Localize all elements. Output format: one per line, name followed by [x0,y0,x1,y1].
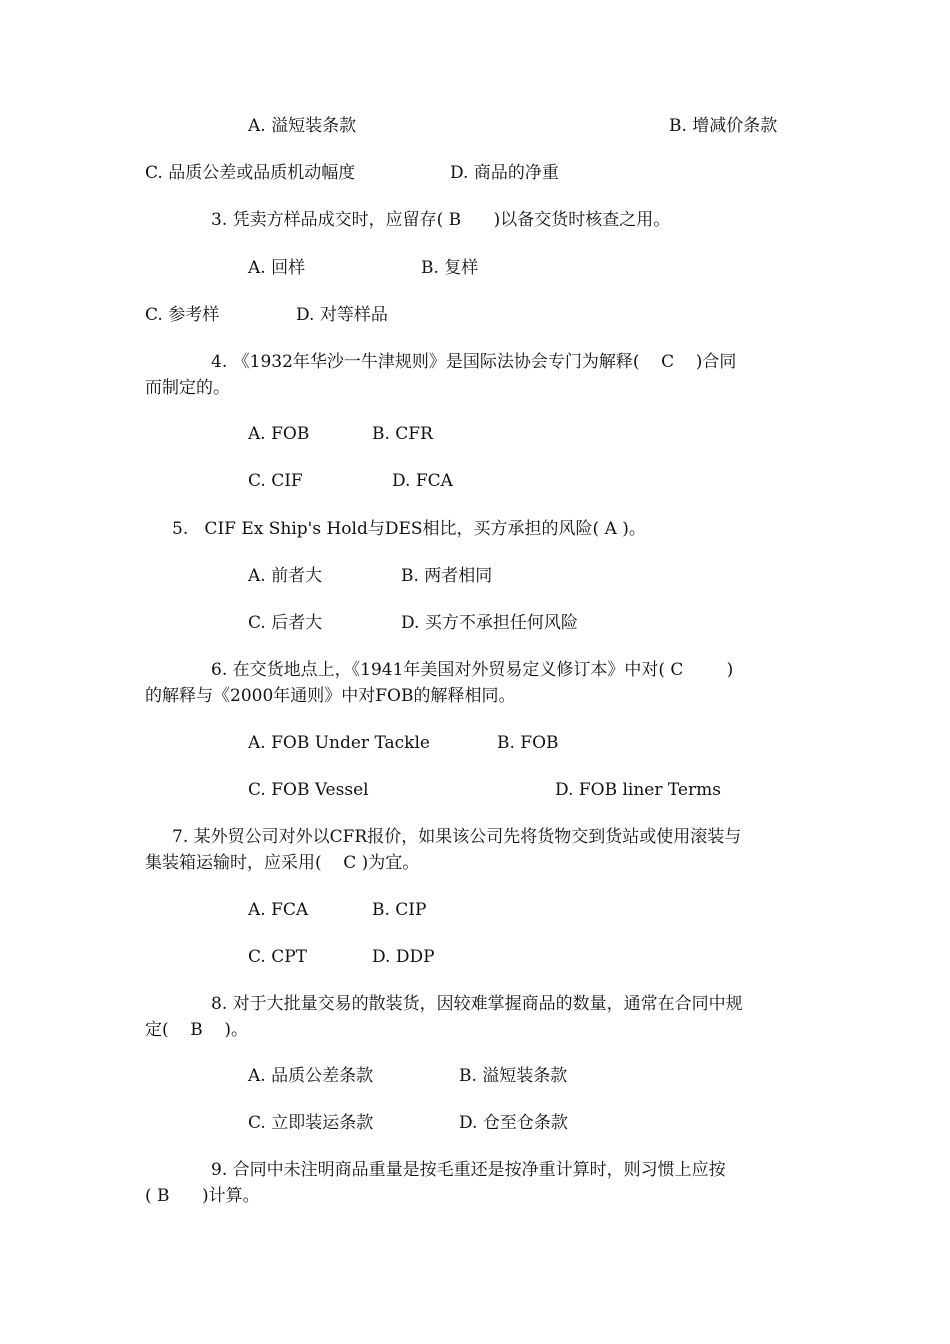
option-d: D. 商品的净重 [450,163,559,183]
option-b: B. 复样 [421,258,479,278]
option-b: B. 两者相同 [401,566,493,586]
question-4-continued: 而制定的。 [145,378,230,398]
question-6-continued: 的解释与《2000年通则》中对FOB的解释相同。 [145,686,516,706]
option-b: B. FOB [497,733,559,753]
option-a: A. 溢短装条款 [248,116,357,136]
option-d: D. 买方不承担任何风险 [401,613,578,633]
question-5: 5. CIF Ex Ship's Hold与DES相比，买方承担的风险( A )。 [172,519,646,539]
question-8-continued: 定( B )。 [145,1020,248,1040]
option-b: B. 溢短装条款 [459,1066,568,1086]
question-8: 8. 对于大批量交易的散装货，因较难掌握商品的数量，通常在合同中规 [211,994,743,1014]
option-b: B. CFR [372,424,433,444]
question-7: 7. 某外贸公司对外以CFR报价，如果该公司先将货物交到货站或使用滚装与 [172,827,742,847]
option-a: A. 回样 [248,258,306,278]
option-a: A. FCA [248,900,309,920]
option-a: A. 品质公差条款 [248,1066,374,1086]
question-3: 3. 凭卖方样品成交时，应留存( B )以备交货时核查之用。 [211,210,671,230]
option-b: B. CIP [372,900,427,920]
option-c: C. FOB Vessel [248,780,369,800]
option-c: C. CPT [248,947,307,967]
option-c: C. 立即装运条款 [248,1113,374,1133]
option-d: D. 仓至仓条款 [459,1113,568,1133]
option-d: D. FOB liner Terms [555,780,721,800]
option-c: C. 品质公差或品质机动幅度 [145,163,356,183]
question-9: 9. 合同中未注明商品重量是按毛重还是按净重计算时，则习惯上应按 [211,1160,726,1180]
question-9-continued: ( B )计算。 [145,1186,260,1206]
question-4: 4. 《1932年华沙一牛津规则》是国际法协会专门为解释( C )合同 [211,352,737,372]
option-a: A. 前者大 [248,566,323,586]
option-c: C. 后者大 [248,613,323,633]
question-6: 6. 在交货地点上，《1941年美国对外贸易定义修订本》中对( C ) [211,660,734,680]
option-d: D. 对等样品 [296,305,388,325]
option-a: A. FOB [248,424,310,444]
question-7-continued: 集装箱运输时，应采用( C )为宜。 [145,853,420,873]
option-b: B. 增减价条款 [669,116,778,136]
option-c: C. 参考样 [145,305,220,325]
option-c: C. CIF [248,471,303,491]
option-d: D. FCA [392,471,453,491]
option-a: A. FOB Under Tackle [248,733,430,753]
option-d: D. DDP [372,947,435,967]
